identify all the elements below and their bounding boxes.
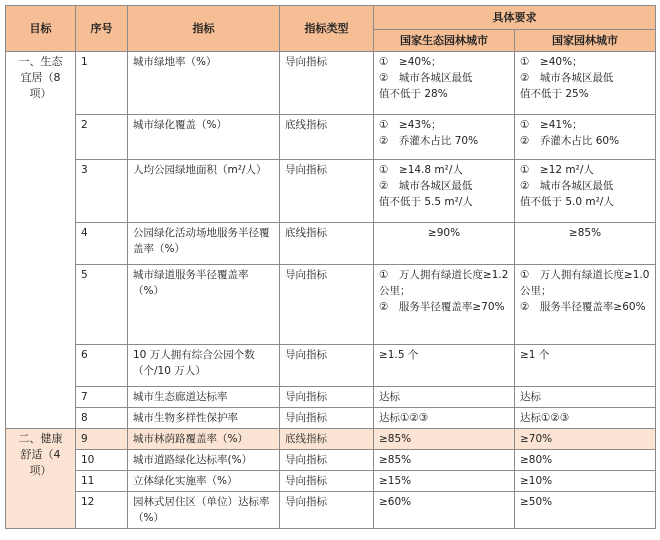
table-row — [6, 345, 656, 387]
garden-city-requirement: 达标 — [515, 387, 656, 408]
table-row — [6, 387, 656, 408]
row-number: 12 — [76, 492, 128, 529]
indicator-name: 园林式居住区（单位）达标率（%） — [128, 492, 280, 529]
indicator-type: 导向指标 — [280, 492, 374, 529]
indicator-name: 城市绿化覆盖（%） — [128, 115, 280, 160]
garden-city-requirement: ≥80% — [515, 450, 656, 471]
eco-garden-city-requirement: ≥85% — [374, 450, 515, 471]
table-row — [6, 471, 656, 492]
eco-garden-city-requirement: ① ≥43%； ② 乔灌木占比 70% — [374, 115, 515, 160]
indicator-type: 底线指标 — [280, 223, 374, 265]
indicator-name: 城市生态廊道达标率 — [128, 387, 280, 408]
garden-city-requirement: ① 万人拥有绿道长度≥1.0 公里； ② 服务半径覆盖率≥60% — [515, 265, 656, 345]
indicator-type: 导向指标 — [280, 345, 374, 387]
table-row — [6, 408, 656, 429]
indicator-name: 人均公园绿地面积（m²/人） — [128, 160, 280, 223]
garden-city-requirement: ≥10% — [515, 471, 656, 492]
indicator-type: 导向指标 — [280, 52, 374, 115]
table-row — [6, 115, 656, 160]
header-type: 指标类型 — [280, 6, 374, 52]
header-garden-city: 国家园林城市 — [515, 30, 656, 52]
row-number: 10 — [76, 450, 128, 471]
row-number: 5 — [76, 265, 128, 345]
indicator-type: 导向指标 — [280, 471, 374, 492]
row-number: 1 — [76, 52, 128, 115]
indicator-type: 导向指标 — [280, 450, 374, 471]
row-number: 2 — [76, 115, 128, 160]
table-row — [6, 492, 656, 529]
table-row — [6, 223, 656, 265]
indicator-type: 导向指标 — [280, 408, 374, 429]
eco-garden-city-requirement: ① ≥40%； ② 城市各城区最低 值不低于 28% — [374, 52, 515, 115]
eco-garden-city-requirement: ≥60% — [374, 492, 515, 529]
eco-garden-city-requirement: ① ≥14.8 m²/人 ② 城市各城区最低 值不低于 5.5 m²/人 — [374, 160, 515, 223]
indicator-name: 10 万人拥有综合公园个数（个/10 万人） — [128, 345, 280, 387]
indicator-name: 城市道路绿化达标率(%） — [128, 450, 280, 471]
garden-city-requirement: ≥1 个 — [515, 345, 656, 387]
indicator-type: 底线指标 — [280, 115, 374, 160]
indicator-type: 底线指标 — [280, 429, 374, 450]
row-number: 3 — [76, 160, 128, 223]
header-eco-garden-city: 国家生态园林城市 — [374, 30, 515, 52]
eco-garden-city-requirement: ≥90% — [374, 223, 515, 265]
indicator-name: 城市林荫路覆盖率（%） — [128, 429, 280, 450]
table-row — [6, 52, 656, 115]
garden-city-requirement: ≥50% — [515, 492, 656, 529]
indicator-name: 城市绿道服务半径覆盖率（%） — [128, 265, 280, 345]
header-indicator: 指标 — [128, 6, 280, 52]
indicator-name: 立体绿化实施率（%） — [128, 471, 280, 492]
row-number: 11 — [76, 471, 128, 492]
garden-city-requirement: ① ≥12 m²/人 ② 城市各城区最低 值不低于 5.0 m²/人 — [515, 160, 656, 223]
row-number: 7 — [76, 387, 128, 408]
row-number: 6 — [76, 345, 128, 387]
garden-city-requirement: ≥85% — [515, 223, 656, 265]
table-row — [6, 160, 656, 223]
table-body — [6, 52, 656, 529]
garden-city-requirement: ≥70% — [515, 429, 656, 450]
eco-garden-city-requirement: ≥15% — [374, 471, 515, 492]
indicator-type: 导向指标 — [280, 387, 374, 408]
goal-cell: 二、健康 舒适（4 项） — [6, 429, 76, 529]
table-header — [6, 6, 656, 52]
indicator-name: 城市绿地率（%） — [128, 52, 280, 115]
indicator-name: 公园绿化活动场地服务半径覆盖率（%） — [128, 223, 280, 265]
header-goal: 目标 — [6, 6, 76, 52]
eco-garden-city-requirement: ≥1.5 个 — [374, 345, 515, 387]
row-number: 4 — [76, 223, 128, 265]
standards-table — [5, 5, 656, 529]
eco-garden-city-requirement: ≥85% — [374, 429, 515, 450]
header-no: 序号 — [76, 6, 128, 52]
indicator-name: 城市生物多样性保护率 — [128, 408, 280, 429]
row-number: 8 — [76, 408, 128, 429]
table-row — [6, 429, 656, 450]
eco-garden-city-requirement: ① 万人拥有绿道长度≥1.2 公里； ② 服务半径覆盖率≥70% — [374, 265, 515, 345]
eco-garden-city-requirement: 达标 — [374, 387, 515, 408]
indicator-type: 导向指标 — [280, 265, 374, 345]
table-row — [6, 450, 656, 471]
goal-cell: 一、生态 宜居（8 项） — [6, 52, 76, 429]
eco-garden-city-requirement: 达标①②③ — [374, 408, 515, 429]
garden-city-requirement: ① ≥41%； ② 乔灌木占比 60% — [515, 115, 656, 160]
header-requirements: 具体要求 — [374, 6, 656, 30]
garden-city-requirement: ① ≥40%； ② 城市各城区最低 值不低于 25% — [515, 52, 656, 115]
table-row — [6, 265, 656, 345]
indicator-type: 导向指标 — [280, 160, 374, 223]
row-number: 9 — [76, 429, 128, 450]
garden-city-requirement: 达标①②③ — [515, 408, 656, 429]
